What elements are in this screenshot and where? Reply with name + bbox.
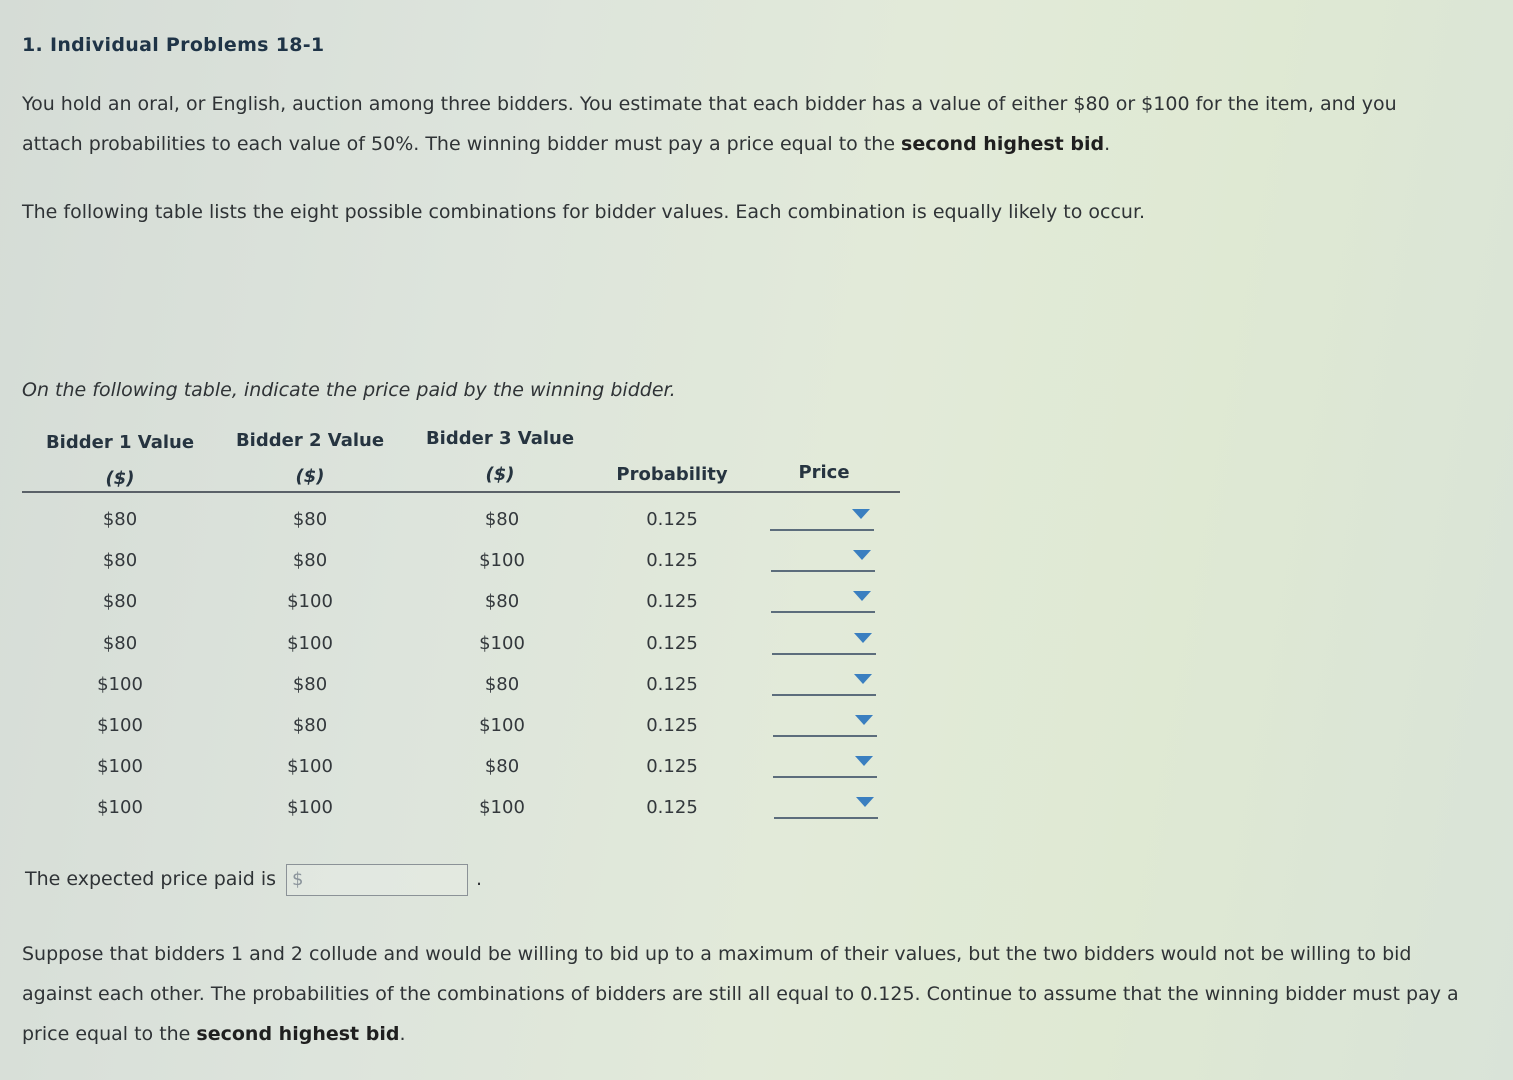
chevron-down-icon[interactable] — [856, 797, 874, 807]
collusion-paragraph — [22, 934, 1502, 1054]
table-note: The following table lists the eight possible combinations for bidder values. Each combination is equally likely to occur. — [22, 201, 1146, 223]
table-row — [22, 507, 900, 543]
intro-paragraph — [22, 84, 1462, 164]
intro-bold-term: second highest bid — [901, 133, 1105, 155]
price-dropdown[interactable] — [774, 795, 878, 819]
probability-value: 0.125 — [646, 756, 698, 778]
probability-value: 0.125 — [646, 632, 698, 654]
bidder-2-value: $80 — [292, 673, 328, 695]
bidder-1-value: $100 — [97, 756, 143, 778]
price-dropdown[interactable] — [773, 754, 877, 778]
collusion-line-1: Suppose that bidders 1 and 2 collude and would be willing to bid up to a maximum of their values, but the two bidders would not be willing to bid — [22, 943, 1412, 965]
table-row — [22, 713, 900, 749]
bidder-3-value: $80 — [484, 673, 520, 695]
intro-line-2-end: . — [1104, 133, 1111, 155]
collusion-line-3-end: . — [399, 1023, 406, 1045]
header-bidder-2-title: Bidder 2 Value — [235, 430, 385, 451]
chevron-down-icon[interactable] — [855, 715, 873, 725]
expected-price-label: The expected price paid is — [25, 868, 276, 890]
bidder-1-value: $100 — [97, 673, 143, 695]
bidder-2-value: $100 — [287, 591, 333, 613]
price-dropdown[interactable] — [772, 672, 876, 696]
chevron-down-icon[interactable] — [854, 674, 872, 684]
table-row — [22, 548, 900, 584]
header-bidder-1 — [40, 425, 200, 497]
price-dropdown[interactable] — [773, 713, 877, 737]
bidder-1-value: $80 — [102, 591, 138, 613]
intro-line-2 — [22, 124, 1462, 164]
collusion-line-3-text: price equal to the — [22, 1023, 197, 1045]
price-dropdown[interactable] — [771, 589, 875, 613]
price-dropdown[interactable] — [772, 631, 876, 655]
header-bidder-3-title: Bidder 3 Value — [425, 428, 575, 449]
table-row — [22, 589, 900, 625]
bidder-2-value: $100 — [287, 756, 333, 778]
chevron-down-icon[interactable] — [855, 756, 873, 766]
bidder-2-value: $80 — [292, 509, 328, 530]
probability-value: 0.125 — [646, 715, 698, 736]
table-instruction: On the following table, indicate the price paid by the winning bidder. — [22, 379, 676, 401]
bidder-1-value: $100 — [97, 715, 143, 736]
bidder-3-value: $100 — [479, 797, 525, 819]
collusion-bold-term: second highest bid — [196, 1023, 400, 1045]
bidder-2-value: $80 — [292, 715, 328, 736]
chevron-down-icon[interactable] — [853, 591, 871, 601]
header-bidder-1-unit: ($) — [105, 468, 135, 489]
header-probability: Probability — [616, 464, 728, 485]
table-row — [22, 754, 900, 790]
collusion-line-2: against each other. The probabilities of the combinations of bidders are still all equal to 0.125. Continue to assume that the winning bidder must pay a — [22, 983, 1459, 1005]
probability-value: 0.125 — [646, 550, 698, 572]
expected-price-input[interactable] — [307, 867, 461, 893]
probability-value: 0.125 — [646, 591, 698, 613]
intro-line-2-text: attach probabilities to each value of 50%. The winning bidder must pay a price equal to the — [22, 133, 902, 155]
header-bidder-2 — [230, 423, 390, 495]
collusion-line-3 — [22, 1014, 1502, 1054]
header-bidder-3-unit: ($) — [485, 464, 515, 485]
chevron-down-icon[interactable] — [853, 550, 871, 560]
currency-prefix: $ — [292, 869, 304, 890]
price-dropdown[interactable] — [770, 507, 874, 531]
header-price: Price — [798, 462, 850, 483]
probability-value: 0.125 — [646, 673, 698, 695]
bidder-3-value: $100 — [479, 632, 525, 654]
bidder-1-value: $80 — [102, 550, 138, 572]
bidder-1-value: $80 — [102, 509, 138, 530]
table-row — [22, 795, 900, 831]
price-dropdown[interactable] — [771, 548, 875, 572]
bidder-2-value: $100 — [287, 632, 333, 654]
bidder-3-value: $80 — [484, 756, 520, 778]
bidder-2-value: $80 — [292, 550, 328, 572]
probability-value: 0.125 — [646, 509, 698, 530]
bidder-1-value: $100 — [97, 797, 143, 819]
bidder-1-value: $80 — [102, 632, 138, 654]
bidder-2-value: $100 — [287, 797, 333, 819]
header-bidder-1-title: Bidder 1 Value — [45, 432, 195, 453]
chevron-down-icon[interactable] — [852, 509, 870, 519]
bidder-3-value: $100 — [479, 715, 525, 736]
probability-value: 0.125 — [646, 797, 698, 819]
header-bidder-3 — [420, 421, 580, 493]
header-divider — [22, 491, 900, 493]
bidder-3-value: $80 — [484, 591, 520, 613]
table-row — [22, 631, 900, 667]
expected-price-period: . — [476, 868, 483, 890]
table-row — [22, 672, 900, 708]
intro-line-1: You hold an oral, or English, auction among three bidders. You estimate that each bidder has a value of either $80 or $100 for the item, and you — [22, 93, 1397, 115]
bidder-3-value: $100 — [479, 550, 525, 572]
problem-title: 1. Individual Problems 18-1 — [22, 34, 325, 56]
chevron-down-icon[interactable] — [854, 633, 872, 643]
header-bidder-2-unit: ($) — [295, 466, 325, 487]
bidder-3-value: $80 — [484, 509, 520, 530]
expected-price-field[interactable] — [286, 864, 468, 896]
